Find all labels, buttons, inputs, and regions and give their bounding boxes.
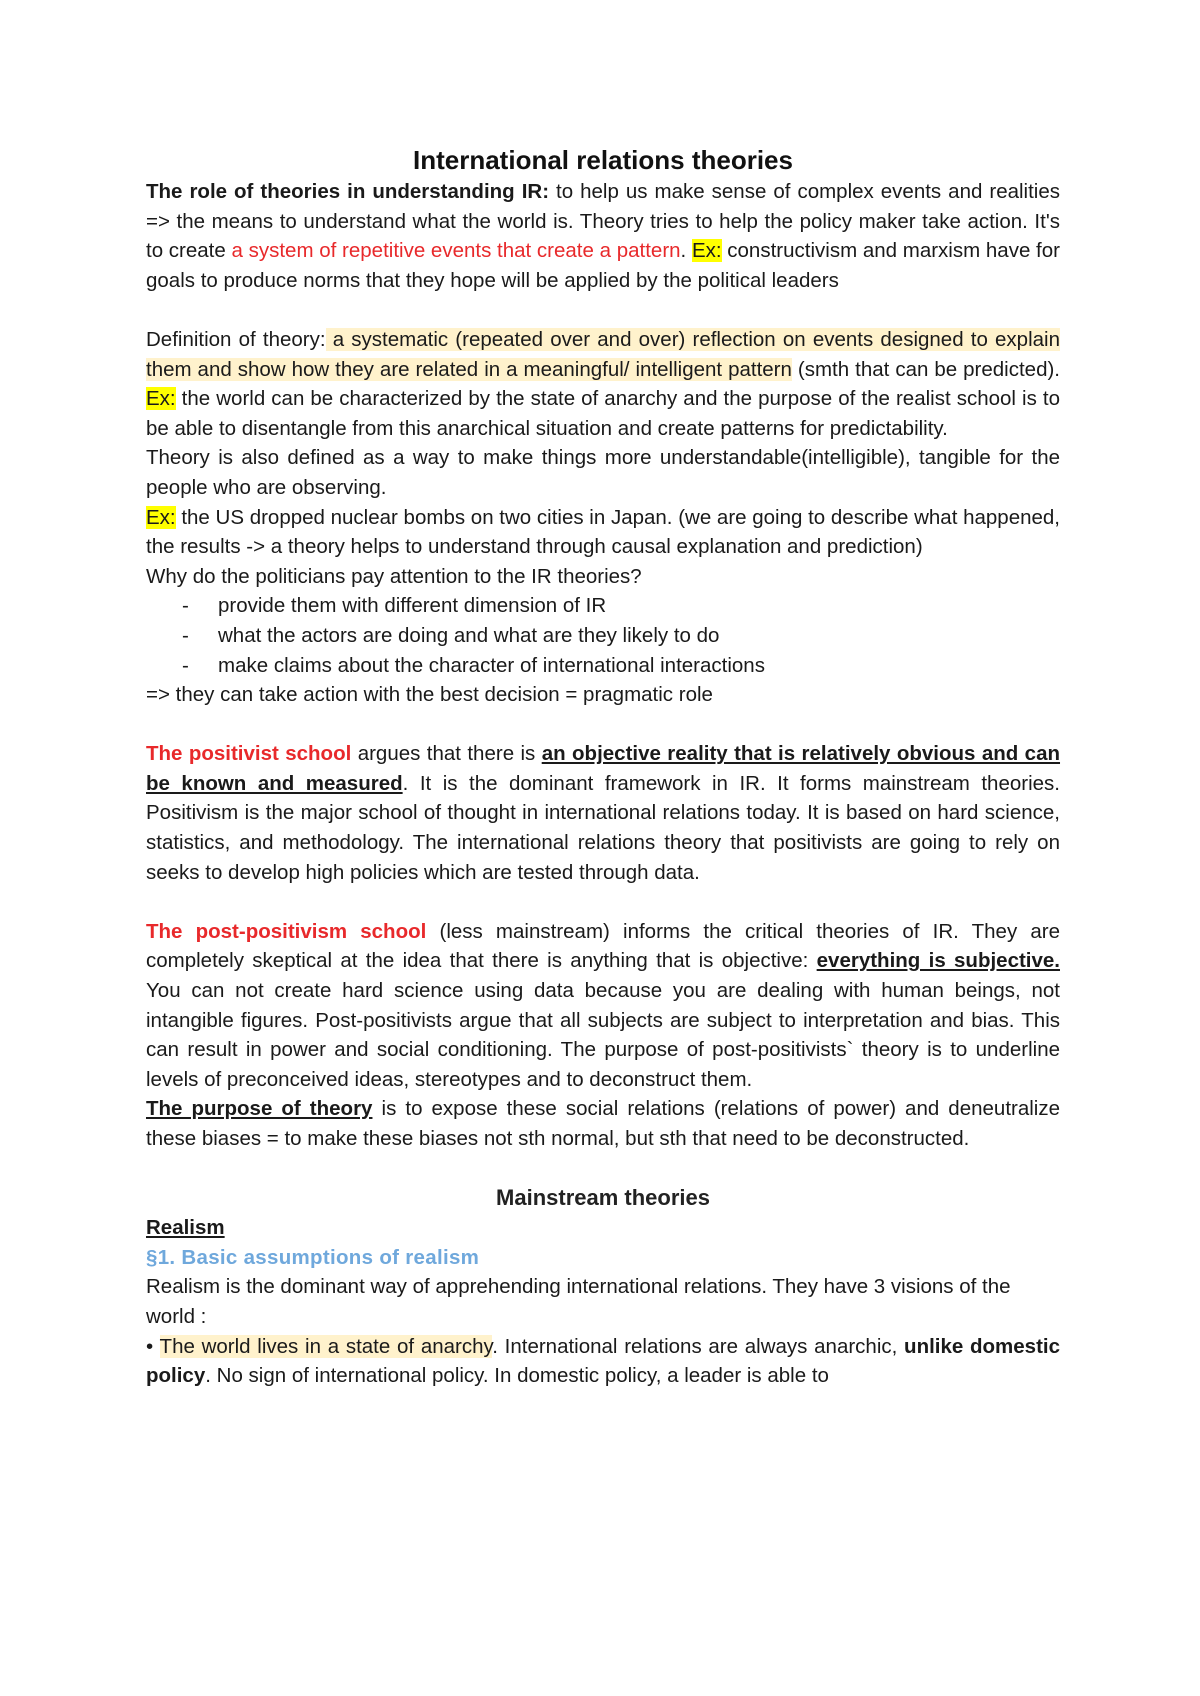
dash-list — [146, 591, 1060, 680]
everything-subjective-phrase: everything is subjective. — [816, 949, 1060, 973]
paragraph-definition: Definition of theory: a systematic (repeated over and over) reflection on events designed to explain them and show how they are related in a meaningful/ intelligent pattern (smth that can be predicted). Ex: the world can be characterized by the state of anarchy and the purpose of the realist school is to be able to disentangle from this anarchical situation and create patterns for predictability. — [146, 327, 1060, 440]
list-item: - make claims about the character of international interactions — [182, 653, 765, 677]
list-item: - what the actors are doing and what are they likely to do — [182, 623, 720, 647]
paragraph-positivist: The positivist school argues that there is an objective reality that is relatively obvious and can be known and measured. It is the dominant framework in IR. It forms mainstream theories. Positivism is the major school of thought in international relations today. It is based on hard science, statistics, and methodology. The international relations theory that positivists are going to rely on seeks to develop high policies which are tested through data. — [146, 742, 1061, 884]
positivist-lead: The positivist school — [146, 742, 352, 766]
paragraph-post-positivism: The post-positivism school (less mainstream) informs the critical theories of IR. They are completely skeptical at the idea that there is anything that is objective: everything is subjective. You can not create hard science using data because you are dealing with human beings, not intangible figures. Post-positivists argue that all subjects are subject to interpretation and bias. This can result in power and social conditioning. The purpose of post-positivists` theory is to underline levels of preconceived ideas, stereotypes and to deconstruct them. — [146, 919, 1060, 1091]
ex-label: Ex: — [146, 505, 176, 529]
document-title: International relations theories — [413, 145, 793, 175]
objective-reality-phrase: an objective reality that is relatively obvious and can be known and measured — [146, 742, 1061, 795]
list-item: - provide them with different dimension of IR — [182, 594, 607, 618]
paragraph-example-japan: Ex: the US dropped nuclear bombs on two cities in Japan. (we are going to describe what happened, the results -> a theory helps to understand through causal explanation and prediction) — [146, 505, 1060, 559]
subsection-title: §1. Basic assumptions of realism — [146, 1245, 480, 1269]
post-positivism-lead: The post-positivism school — [146, 919, 427, 943]
definition-highlight: a systematic (repeated over and over) reflection on events designed to explain them and show how they are related in a meaningful/ intelligent pattern — [146, 327, 1060, 381]
paragraph-question: Why do the politicians pay attention to the IR theories? — [146, 564, 642, 588]
ex-label: Ex: — [691, 239, 722, 263]
red-phrase: a system of repetitive events that create a pattern — [231, 239, 681, 263]
ex-label: Ex: — [146, 387, 176, 411]
bold-lead: The role of theories in understanding IR: — [146, 180, 550, 203]
paragraph-anarchy: • The world lives in a state of anarchy. International relations are always anarchic, unlike domestic policy. No sign of international policy. In domestic policy, a leader is able to — [146, 1334, 1061, 1388]
paragraph-theory-defined: Theory is also defined as a way to make things more understandable(intelligible), tangible for the people who are observing. — [146, 446, 1060, 499]
purpose-of-theory-lead: The purpose of theory — [146, 1097, 373, 1121]
paragraph-role-of-theories: The role of theories in understanding IR: to help us make sense of complex events and realities => the means to understand what the world is. Theory tries to help the policy maker take action. It's to create a system of repetitive events that create a pattern. Ex: constructivism and marxism have for goals to produce norms that they hope will be applied by the political leaders — [146, 180, 1061, 292]
document-body — [146, 143, 1060, 1391]
subheading-realism: Realism — [146, 1216, 225, 1240]
bullet: • — [146, 1334, 154, 1358]
paragraph-realism-intro: Realism is the dominant way of apprehending international relations. They have 3 visions of the world : — [146, 1275, 1011, 1328]
paragraph-purpose-of-theory: The purpose of theory is to expose these social relations (relations of power) and deneutralize these biases = to make these biases not sth normal, but sth that need to be deconstructed. — [146, 1097, 1061, 1150]
anarchy-highlight: The world lives in a state of anarchy — [159, 1334, 493, 1358]
section-title: Mainstream theories — [496, 1185, 710, 1211]
paragraph-pragmatic-role: => they can take action with the best decision = pragmatic role — [146, 683, 713, 707]
unlike-domestic-policy: unlike domestic policy — [146, 1334, 1061, 1388]
